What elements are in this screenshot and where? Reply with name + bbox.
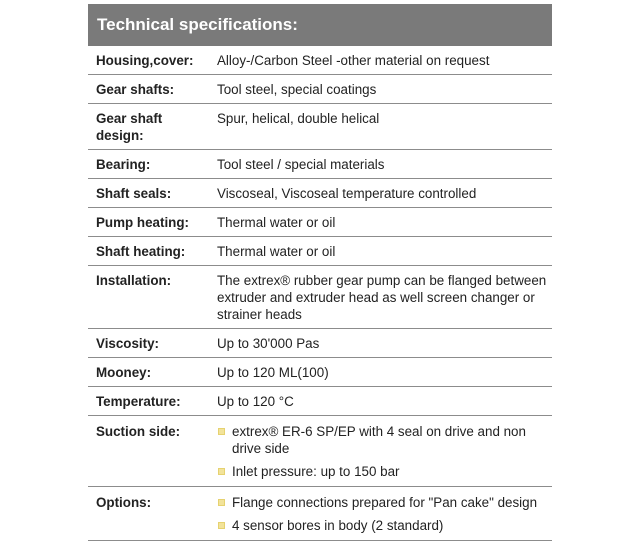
row-value-gear-shafts: Tool steel, special coatings — [213, 75, 552, 104]
table-row — [88, 416, 552, 487]
row-label-suction-side: Suction side: — [88, 416, 213, 487]
row-value-mooney: Up to 120 ML(100) — [213, 358, 552, 387]
square-bullet-icon — [218, 522, 225, 529]
row-label-installation: Installation: — [88, 266, 213, 329]
table-row — [88, 75, 552, 104]
table-row — [88, 208, 552, 237]
square-bullet-icon — [218, 499, 225, 506]
row-label-shaft-heating: Shaft heating: — [88, 237, 213, 266]
row-value-viscosity: Up to 30'000 Pas — [213, 329, 552, 358]
row-value-options — [213, 487, 552, 541]
row-value-installation: The extrex® rubber gear pump can be flanged between extruder and extruder head as well screen changer or strainer heads — [213, 266, 552, 329]
table-row — [88, 487, 552, 541]
row-value-suction-side — [213, 416, 552, 487]
table-row — [88, 387, 552, 416]
table-row — [88, 237, 552, 266]
list-item: Flange connections prepared for "Pan cake" design — [217, 494, 548, 511]
table-row — [88, 329, 552, 358]
table-row — [88, 104, 552, 150]
list-item: Inlet pressure: up to 150 bar — [217, 463, 548, 480]
spec-table — [88, 46, 552, 541]
row-value-bearing: Tool steel / special materials — [213, 150, 552, 179]
row-label-viscosity: Viscosity: — [88, 329, 213, 358]
row-value-gear-shaft-design: Spur, helical, double helical — [213, 104, 552, 150]
row-value-pump-heating: Thermal water or oil — [213, 208, 552, 237]
list-item: 4 sensor bores in body (2 standard) — [217, 517, 548, 534]
row-label-temperature: Temperature: — [88, 387, 213, 416]
table-row — [88, 46, 552, 75]
options-list — [217, 494, 548, 534]
table-row — [88, 150, 552, 179]
spec-header: Technical specifications: — [88, 4, 552, 46]
row-label-mooney: Mooney: — [88, 358, 213, 387]
table-row — [88, 179, 552, 208]
row-label-options: Options: — [88, 487, 213, 541]
row-value-housing: Alloy-/Carbon Steel -other material on request — [213, 46, 552, 75]
row-value-temperature: Up to 120 °C — [213, 387, 552, 416]
row-label-bearing: Bearing: — [88, 150, 213, 179]
table-row — [88, 266, 552, 329]
row-label-pump-heating: Pump heating: — [88, 208, 213, 237]
suction-side-list — [217, 423, 548, 480]
spec-sheet — [88, 4, 552, 541]
row-label-gear-shaft-design: Gear shaft design: — [88, 104, 213, 150]
square-bullet-icon — [218, 468, 225, 475]
row-label-shaft-seals: Shaft seals: — [88, 179, 213, 208]
row-value-shaft-seals: Viscoseal, Viscoseal temperature controlled — [213, 179, 552, 208]
row-value-shaft-heating: Thermal water or oil — [213, 237, 552, 266]
list-item: extrex® ER-6 SP/EP with 4 seal on drive and non drive side — [217, 423, 548, 457]
square-bullet-icon — [218, 428, 225, 435]
row-label-gear-shafts: Gear shafts: — [88, 75, 213, 104]
row-label-housing: Housing,cover: — [88, 46, 213, 75]
table-row — [88, 358, 552, 387]
